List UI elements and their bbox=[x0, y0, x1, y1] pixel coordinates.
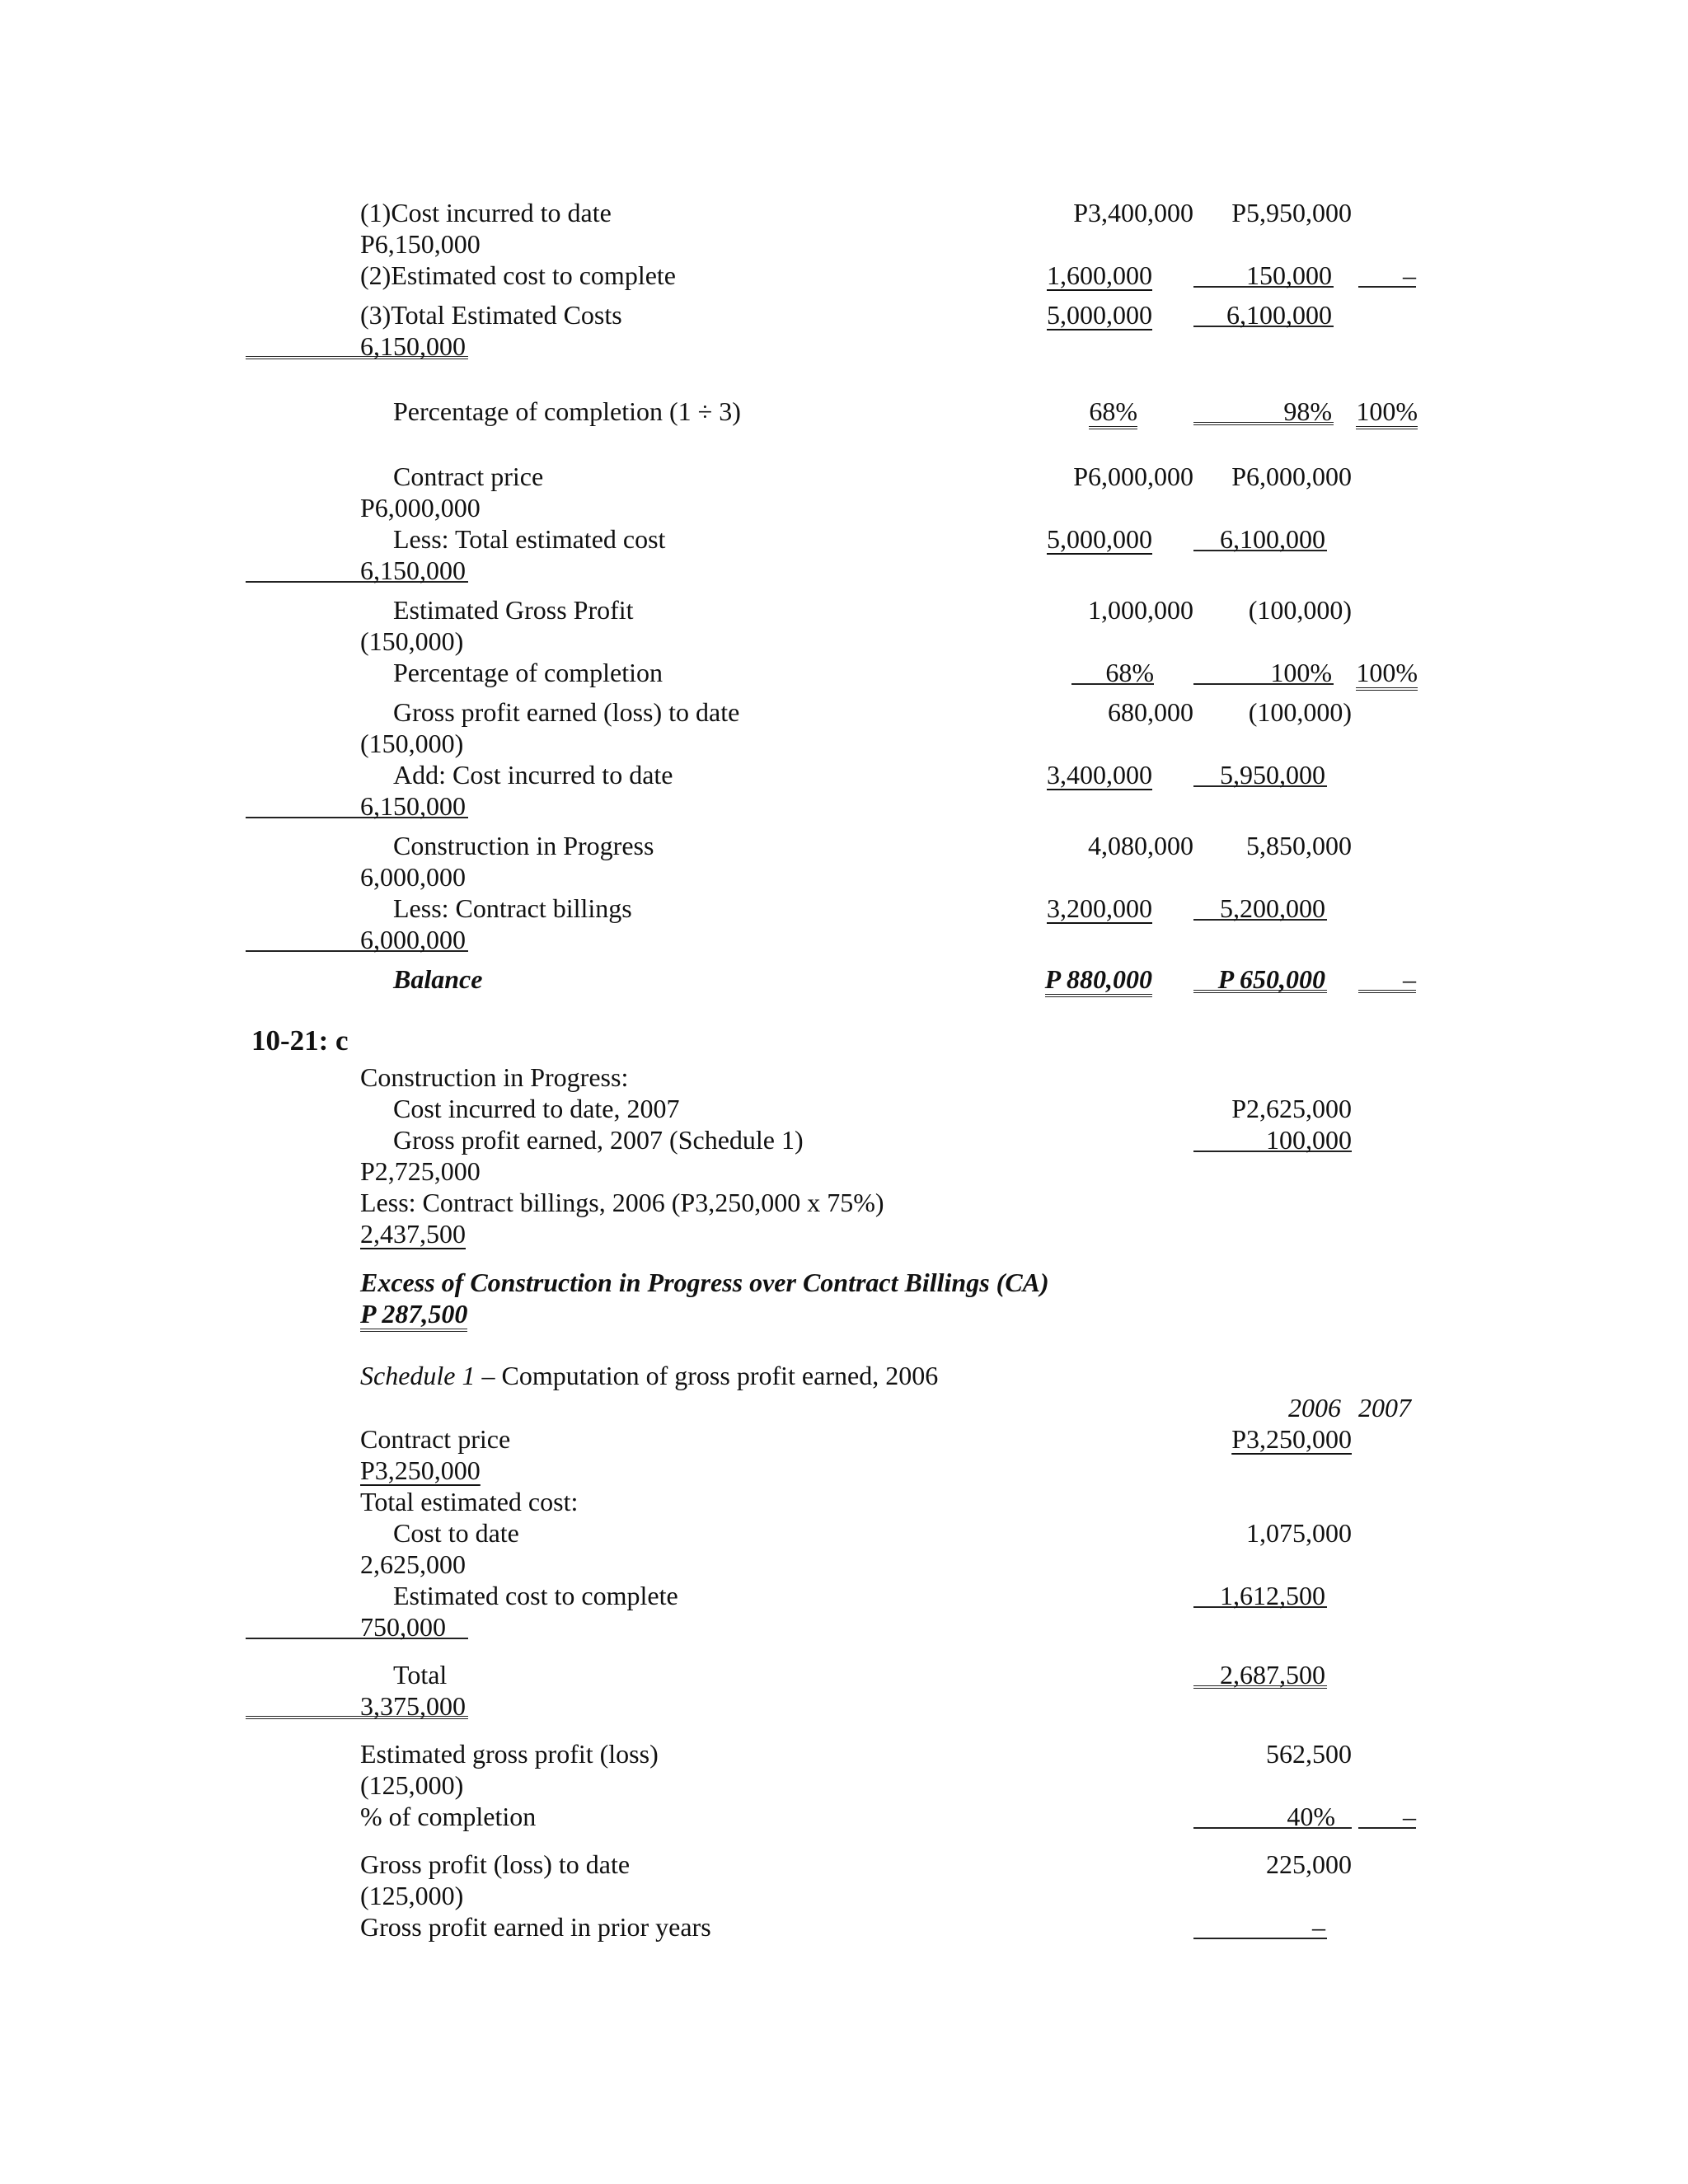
total-est-label: (3)Total Estimated Costs bbox=[360, 300, 622, 330]
gp-earned-col3: (150,000) bbox=[360, 729, 464, 758]
excess-value bbox=[360, 1298, 467, 1329]
less-total-col3: 6,150,000 bbox=[360, 555, 466, 585]
sched-cost-to-date-2006: 1,075,000 bbox=[1246, 1518, 1352, 1548]
section-heading: 10-21: c bbox=[251, 1024, 349, 1057]
billings-label: Less: Contract billings bbox=[393, 893, 632, 923]
sched-contract-price-label: Contract price bbox=[360, 1424, 511, 1454]
balance-col1 bbox=[1022, 963, 1152, 995]
less-total-col1: 5,000,000 bbox=[1047, 524, 1152, 554]
sched-cost-to-date-label: Cost to date bbox=[393, 1518, 519, 1548]
pct-col2: 98% bbox=[1283, 396, 1332, 426]
add-cost-col3: 6,150,000 bbox=[360, 791, 466, 821]
sched-total-label: Total bbox=[393, 1660, 448, 1690]
gp-earned-col2: (100,000) bbox=[1248, 697, 1352, 727]
sched-gp-prior-2006: – bbox=[1312, 1912, 1325, 1942]
egp-col3: (150,000) bbox=[360, 626, 464, 656]
cost-incurred-col1: P3,400,000 bbox=[1073, 198, 1193, 227]
cip-subtotal: P2,725,000 bbox=[360, 1156, 481, 1186]
cip-col2: 5,850,000 bbox=[1246, 831, 1352, 860]
sched-est-complete-2007: 750,000 bbox=[360, 1612, 446, 1642]
sched-contract-price-2006: P3,250,000 bbox=[1231, 1424, 1352, 1454]
less-total-col2: 6,100,000 bbox=[1220, 524, 1325, 554]
total-est-col1: 5,000,000 bbox=[1047, 300, 1152, 330]
total-est-col3: 6,150,000 bbox=[360, 331, 466, 361]
sched-gp-to-date-2006: 225,000 bbox=[1266, 1849, 1352, 1879]
gp-2007-value: 100,000 bbox=[1266, 1125, 1352, 1155]
add-cost-label: Add: Cost incurred to date bbox=[393, 760, 673, 790]
total-est-col2: 6,100,000 bbox=[1226, 300, 1332, 330]
sched-gp-to-date-label: Gross profit (loss) to date bbox=[360, 1849, 631, 1879]
sched-egp-2006: 562,500 bbox=[1266, 1739, 1352, 1769]
billings-col1: 3,200,000 bbox=[1047, 893, 1152, 923]
pct2-col3 bbox=[1352, 657, 1418, 688]
balance-label: Balance bbox=[393, 964, 483, 994]
balance-col1-value: P 880,000 bbox=[1045, 964, 1152, 997]
pct-col3-value: 100% bbox=[1356, 396, 1418, 429]
sched-contract-price-2007: P3,250,000 bbox=[360, 1455, 481, 1485]
cip-label: Construction in Progress bbox=[393, 831, 654, 860]
pct-col3 bbox=[1352, 396, 1418, 427]
add-cost-col1: 3,400,000 bbox=[1047, 760, 1152, 790]
sched-pct-2007: – bbox=[1403, 1802, 1416, 1831]
sched-est-complete-label: Estimated cost to complete bbox=[393, 1581, 678, 1610]
gp-earned-col1: 680,000 bbox=[1108, 697, 1193, 727]
sched-pct-2006: 40% bbox=[1287, 1802, 1335, 1831]
contract-price-label: Contract price bbox=[393, 462, 544, 491]
schedule-title-rest: – Computation of gross profit earned, 2006 bbox=[475, 1361, 939, 1390]
billings-col2: 5,200,000 bbox=[1220, 893, 1325, 923]
less-billings-label: Less: Contract billings, 2006 (P3,250,000 x 75%) bbox=[360, 1188, 884, 1217]
excess-label: Excess of Construction in Progress over Contract Billings (CA) bbox=[360, 1268, 1049, 1297]
pct-col1-value: 68% bbox=[1089, 396, 1137, 429]
sched-gp-prior-label: Gross profit earned in prior years bbox=[360, 1912, 711, 1942]
pct-col1 bbox=[1022, 396, 1137, 427]
sched-pct-label: % of completion bbox=[360, 1802, 537, 1831]
excess-value-amount: P 287,500 bbox=[360, 1299, 467, 1332]
schedule-title bbox=[360, 1360, 938, 1391]
sched-total-est-cost-label: Total estimated cost: bbox=[360, 1487, 579, 1516]
cip-col1: 4,080,000 bbox=[1088, 831, 1193, 860]
sched-egp-2007: (125,000) bbox=[360, 1770, 464, 1800]
sched-total-2006: 2,687,500 bbox=[1220, 1660, 1325, 1690]
contract-price-col1: P6,000,000 bbox=[1073, 462, 1193, 491]
est-complete-label: (2)Estimated cost to complete bbox=[360, 260, 676, 290]
sched-egp-label: Estimated gross profit (loss) bbox=[360, 1739, 659, 1769]
sched-est-complete-2006: 1,612,500 bbox=[1220, 1581, 1325, 1610]
less-billings-value: 2,437,500 bbox=[360, 1219, 466, 1249]
column-header-2007: 2007 bbox=[1358, 1393, 1411, 1422]
est-complete-col1: 1,600,000 bbox=[1047, 260, 1152, 290]
cost-2007-label: Cost incurred to date, 2007 bbox=[393, 1094, 680, 1123]
contract-price-col3: P6,000,000 bbox=[360, 493, 481, 523]
egp-label: Estimated Gross Profit bbox=[393, 595, 634, 625]
column-header-2006: 2006 bbox=[1288, 1393, 1341, 1422]
cost-incurred-col3: P6,150,000 bbox=[360, 229, 481, 259]
pct2-label: Percentage of completion bbox=[393, 658, 663, 687]
add-cost-col2: 5,950,000 bbox=[1220, 760, 1325, 790]
egp-col1: 1,000,000 bbox=[1088, 595, 1193, 625]
less-total-label: Less: Total estimated cost bbox=[393, 524, 666, 554]
contract-price-col2: P6,000,000 bbox=[1231, 462, 1352, 491]
cost-incurred-label: (1)Cost incurred to date bbox=[360, 198, 612, 227]
balance-col2: P 650,000 bbox=[1217, 964, 1325, 994]
balance-col3: – bbox=[1403, 964, 1416, 994]
pct-label: Percentage of completion (1 ÷ 3) bbox=[393, 396, 741, 426]
sched-gp-to-date-2007: (125,000) bbox=[360, 1881, 464, 1910]
pct2-col1: 68% bbox=[1105, 658, 1154, 687]
cip-header: Construction in Progress: bbox=[360, 1062, 629, 1092]
sched-total-2007: 3,375,000 bbox=[360, 1691, 466, 1721]
gp-2007-label: Gross profit earned, 2007 (Schedule 1) bbox=[393, 1125, 804, 1155]
cost-2007-value: P2,625,000 bbox=[1231, 1094, 1352, 1123]
egp-col2: (100,000) bbox=[1248, 595, 1352, 625]
schedule-title-italic: Schedule 1 bbox=[360, 1361, 476, 1390]
est-complete-col2: 150,000 bbox=[1246, 260, 1332, 290]
pct2-col2: 100% bbox=[1270, 658, 1332, 687]
est-complete-col3: – bbox=[1403, 260, 1416, 290]
cost-incurred-col2: P5,950,000 bbox=[1231, 198, 1352, 227]
gp-earned-label: Gross profit earned (loss) to date bbox=[393, 697, 740, 727]
billings-col3: 6,000,000 bbox=[360, 925, 466, 954]
cip-col3: 6,000,000 bbox=[360, 862, 466, 892]
sched-cost-to-date-2007: 2,625,000 bbox=[360, 1549, 466, 1579]
pct2-col3-value: 100% bbox=[1356, 658, 1418, 691]
